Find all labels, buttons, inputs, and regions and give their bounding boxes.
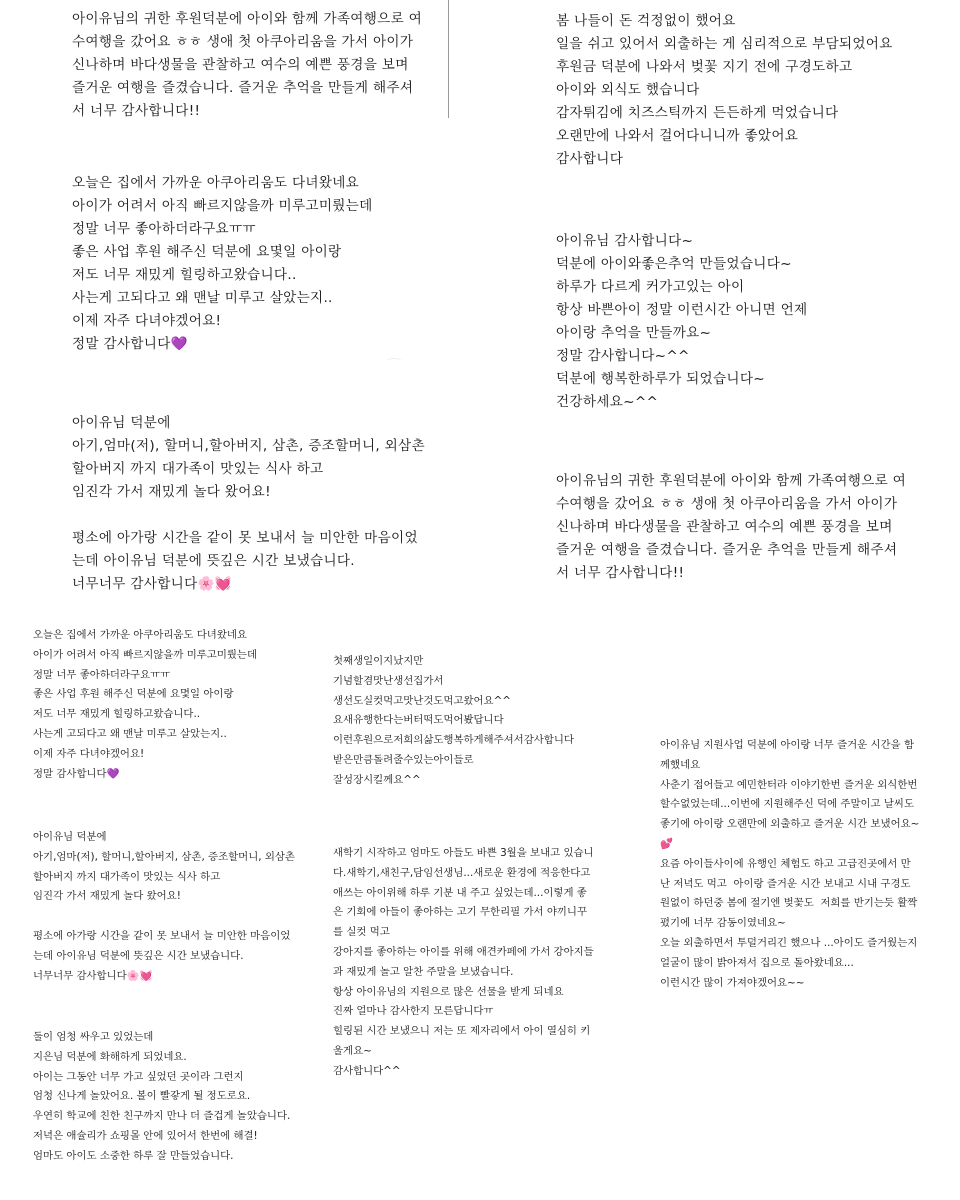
review-line: 수여행을 갔어요 ㅎㅎ 생애 첫 아쿠아리움을 가서 아이가: [72, 34, 414, 50]
review-line: 아이는 그동안 너무 가고 싶었던 곳이라 그런지: [33, 1070, 244, 1083]
review-line: 💕: [660, 837, 673, 850]
review-line: 임진각 가서 재밌게 놀다 왔어요!: [72, 484, 271, 500]
review-line: 항상 아이유님의 지원으로 많은 선물을 받게 되네요: [333, 985, 564, 998]
review-line: 즐거운 여행을 즐겼습니다. 즐거운 추억을 만들게 해주셔: [556, 542, 898, 558]
review-line: 덕분에 행복한하루가 되었습니다~: [556, 371, 765, 387]
review-line: 우연히 학교에 친한 친구까지 만나 더 즐겁게 놀았습니다.: [33, 1110, 291, 1123]
review-spring-outing: [556, 10, 893, 171]
review-line: 이런시간 많이 가져야겠어요~~: [660, 976, 805, 989]
review-line: 요새유행한다는버터떡도먹어봤답니다: [333, 714, 504, 727]
review-line: 는데 아이유님 덕분에 뜻깊은 시간 보냈습니다.: [33, 949, 244, 962]
review-line: 할아버지 까지 대가족이 맛있는 식사 하고: [72, 461, 324, 477]
review-line: 께했네요: [660, 758, 701, 771]
review-line: 진짜 얼마나 감사한지 모른답니다ㅠ: [333, 1005, 494, 1018]
review-line: 아이와 외식도 했습니다: [556, 82, 700, 98]
review-line: 아이유님 감사합니다~: [556, 233, 694, 249]
review-line: 사춘기 접어들고 예민한터라 이야기한번 즐거운 외식한번: [660, 778, 918, 791]
review-line: 둘이 엄청 싸우고 있었는데: [33, 1031, 154, 1043]
review-line: 평소에 아가랑 시간을 같이 못 보내서 늘 미안한 마음이었: [72, 530, 418, 546]
review-line: 엄청 신나게 놀았어요. 볼이 빨갛게 될 정도로요.: [33, 1090, 251, 1103]
review-line: 사는게 고되다고 왜 맨날 미루고 살았는지..: [72, 290, 333, 306]
review-line: 받은만큼돌려줄수있는아이들로: [333, 753, 474, 766]
review-line: 정말 감사합니다💜: [72, 336, 188, 352]
review-line: 요즘 아이들사이에 유행인 체험도 하고 고급진곳에서 만: [660, 857, 911, 870]
review-line: 울게요~: [333, 1044, 372, 1057]
review-line: 원없이 하던중 봄에 절기엔 벚꽃도 저희를 반기는듯 활짝: [660, 897, 918, 910]
review-line: 아이유님 지원사업 덕분에 아이랑 너무 즐거운 시간을 함: [660, 739, 914, 751]
review-line: 잘성장시킬께요^^: [333, 773, 421, 786]
review-line: [33, 907, 295, 927]
review-line: 는데 아이유님 덕분에 뜻깊은 시간 보냈습니다.: [72, 553, 355, 569]
review-line: 얼굴이 많이 밝아져서 집으로 돌아왔네요...: [660, 956, 854, 969]
review-small-new-semester: [333, 844, 594, 1082]
review-line: 오늘은 집에서 가까운 아쿠아리움도 다녀왔네요: [33, 629, 247, 641]
review-line: 신나하며 바다생물을 관찰하고 여수의 예쁜 풍경을 보며: [556, 519, 893, 535]
review-small-family-meal: [33, 828, 295, 986]
review-line: 지은님 덕분에 화해하게 되었네요.: [33, 1050, 187, 1063]
review-line: 폈기에 너무 감동이였네요~: [660, 917, 786, 930]
review-line: 감자튀김에 치즈스틱까지 든든하게 먹었습니다: [556, 105, 839, 121]
scan-smudge: [386, 358, 402, 365]
review-line: 너무너무 감사합니다🌸💓: [33, 969, 153, 982]
review-line: 저도 너무 재밌게 힐링하고왔습니다..: [72, 267, 297, 283]
review-line: 정말 너무 좋아하더라구요ㅠㅠ: [33, 668, 171, 681]
review-line: 오랜만에 나와서 걸어다니니까 좋았어요: [556, 128, 799, 144]
review-line: 과 재밌게 놀고 알찬 주말을 보냈습니다.: [333, 965, 514, 978]
review-line: 너무너무 감사합니다🌸💓: [72, 576, 232, 592]
review-line: 임진각 가서 재밌게 놀다 왔어요!: [33, 890, 181, 903]
review-family-trip-repeat: [556, 470, 906, 585]
review-line: 사는게 고되다고 왜 맨날 미루고 살았는지..: [33, 727, 227, 740]
review-aquarium: [72, 172, 373, 356]
review-line: 저도 너무 재밌게 힐링하고왔습니다..: [33, 708, 201, 721]
review-line: 정말 감사합니다💜: [33, 767, 120, 780]
review-line: 좋은 사업 후원 해주신 덕분에 요몇일 아이랑: [33, 688, 234, 701]
review-line: 기념할겸맛난생선집가서: [333, 674, 444, 687]
review-memories: [556, 230, 807, 414]
review-line: 아기,엄마(저), 할머니,할아버지, 삼촌, 증조할머니, 외삼촌: [33, 850, 295, 863]
review-line: 은 기회에 아들이 좋아하는 고기 무한리필 가서 야끼니꾸: [333, 906, 587, 919]
review-line: 봄 나들이 돈 걱정없이 했어요: [556, 13, 736, 29]
review-line: 난 저녁도 먹고 아이랑 즐거운 시간 보내고 시내 구경도: [660, 877, 911, 890]
review-small-reconcile: [33, 1028, 290, 1167]
review-line: 정말 너무 좋아하더라구요ㅠㅠ: [72, 221, 256, 237]
review-line: 오늘 외출하면서 투덜거리긴 했으나 ...아이도 즐거웠는지: [660, 936, 918, 949]
review-line: 아이가 어려서 아직 빠르지않을까 미루고미뤘는데: [72, 198, 373, 214]
review-line: 평소에 아가랑 시간을 같이 못 보내서 늘 미안한 마음이었: [33, 929, 291, 942]
review-line: 감사합니다^^: [333, 1064, 401, 1077]
review-line: 힐링된 시간 보냈으니 저는 또 제자리에서 아이 열심히 키: [333, 1025, 591, 1038]
review-line: 하루가 다르게 커가고있는 아이: [556, 279, 745, 295]
review-line: 아이가 어려서 아직 빠르지않을까 미루고미뤘는데: [33, 648, 257, 661]
review-line: 저녁은 애슐리가 쇼핑몰 안에 있어서 한번에 해결!: [33, 1129, 258, 1142]
review-line: 아이유님의 귀한 후원덕분에 아이와 함께 가족여행으로 여: [556, 473, 907, 489]
review-line: 생선도실컷먹고맛난것도먹고왔어요^^: [333, 694, 512, 707]
review-line: 아이유님 덕분에: [72, 415, 171, 431]
review-line: 건강하세요~^^: [556, 394, 659, 410]
review-line: 새학기 시작하고 엄마도 아들도 바쁜 3월을 보내고 있습니: [333, 847, 594, 859]
review-line: 이제 자주 다녀야겠어요!: [72, 313, 222, 329]
review-line: 오늘은 집에서 가까운 아쿠아리움도 다녀왔네요: [72, 175, 360, 191]
review-line: 서 너무 감사합니다!!: [72, 103, 201, 119]
review-line: 할수없었는데...이번에 지원해주신 덕에 주말이고 날씨도: [660, 798, 914, 811]
review-line: 아기,엄마(저), 할머니,할아버지, 삼촌, 증조할머니, 외삼촌: [72, 438, 425, 454]
review-line: 애쓰는 아이위해 하루 기분 내 주고 싶었는데...이렇게 좋: [333, 886, 587, 899]
review-line: 수여행을 갔어요 ㅎㅎ 생애 첫 아쿠아리움을 가서 아이가: [556, 496, 898, 512]
review-line: 후원금 덕분에 나와서 벚꽃 지기 전에 구경도하고: [556, 59, 853, 75]
review-small-aquarium: [33, 626, 257, 784]
review-line: 신나하며 바다생물을 관찰하고 여수의 예쁜 풍경을 보며: [72, 57, 409, 73]
review-line: 할아버지 까지 대가족이 맛있는 식사 하고: [33, 870, 221, 883]
review-small-support: [660, 736, 919, 993]
review-line: 다.새학기,새친구,담임선생님...새로운 환경에 적응한다고: [333, 866, 591, 879]
review-line: 서 너무 감사합니다!!: [556, 565, 685, 581]
review-line: 아이유님 덕분에: [33, 831, 107, 843]
review-line: 아이랑 추억을 만들까요~: [556, 325, 712, 341]
review-line: [72, 504, 425, 527]
review-line: 좋은 사업 후원 해주신 덕분에 요몇일 아이랑: [72, 244, 342, 260]
review-line: 즐거운 여행을 즐겼습니다. 즐거운 추억을 만들게 해주셔: [72, 80, 414, 96]
review-line: 엄마도 아이도 소중한 하루 잘 만들었습니다.: [33, 1149, 234, 1162]
review-line: 좋기에 아이랑 오랜만에 외출하고 즐거운 시간 보냈어요~: [660, 818, 920, 831]
review-line: 강아지를 좋아하는 아이를 위해 애견카페에 가서 강아지들: [333, 945, 594, 958]
review-line: 항상 바쁜아이 정말 이런시간 아니면 언제: [556, 302, 808, 318]
review-line: 를 실컷 먹고: [333, 926, 390, 939]
review-line: 이제 자주 다녀야겠어요!: [33, 747, 145, 760]
review-family-trip: [72, 8, 422, 123]
review-line: 덕분에 아이와좋은추억 만들었습니다~: [556, 256, 792, 272]
column-divider: [448, 0, 449, 118]
review-line: 아이유님의 귀한 후원덕분에 아이와 함께 가족여행으로 여: [72, 11, 423, 27]
review-line: 이런후원으로저희의삶도행복하게해주셔서감사합니다: [333, 734, 574, 747]
review-family-meal: [72, 412, 425, 596]
review-small-birthday: [333, 652, 574, 791]
review-line: 감사합니다: [556, 151, 624, 167]
review-line: 첫째생일이지났지만: [333, 655, 424, 667]
review-line: 일을 쉬고 있어서 외출하는 게 심리적으로 부담되었어요: [556, 36, 893, 52]
review-line: 정말 감사합니다~^^: [556, 348, 690, 364]
